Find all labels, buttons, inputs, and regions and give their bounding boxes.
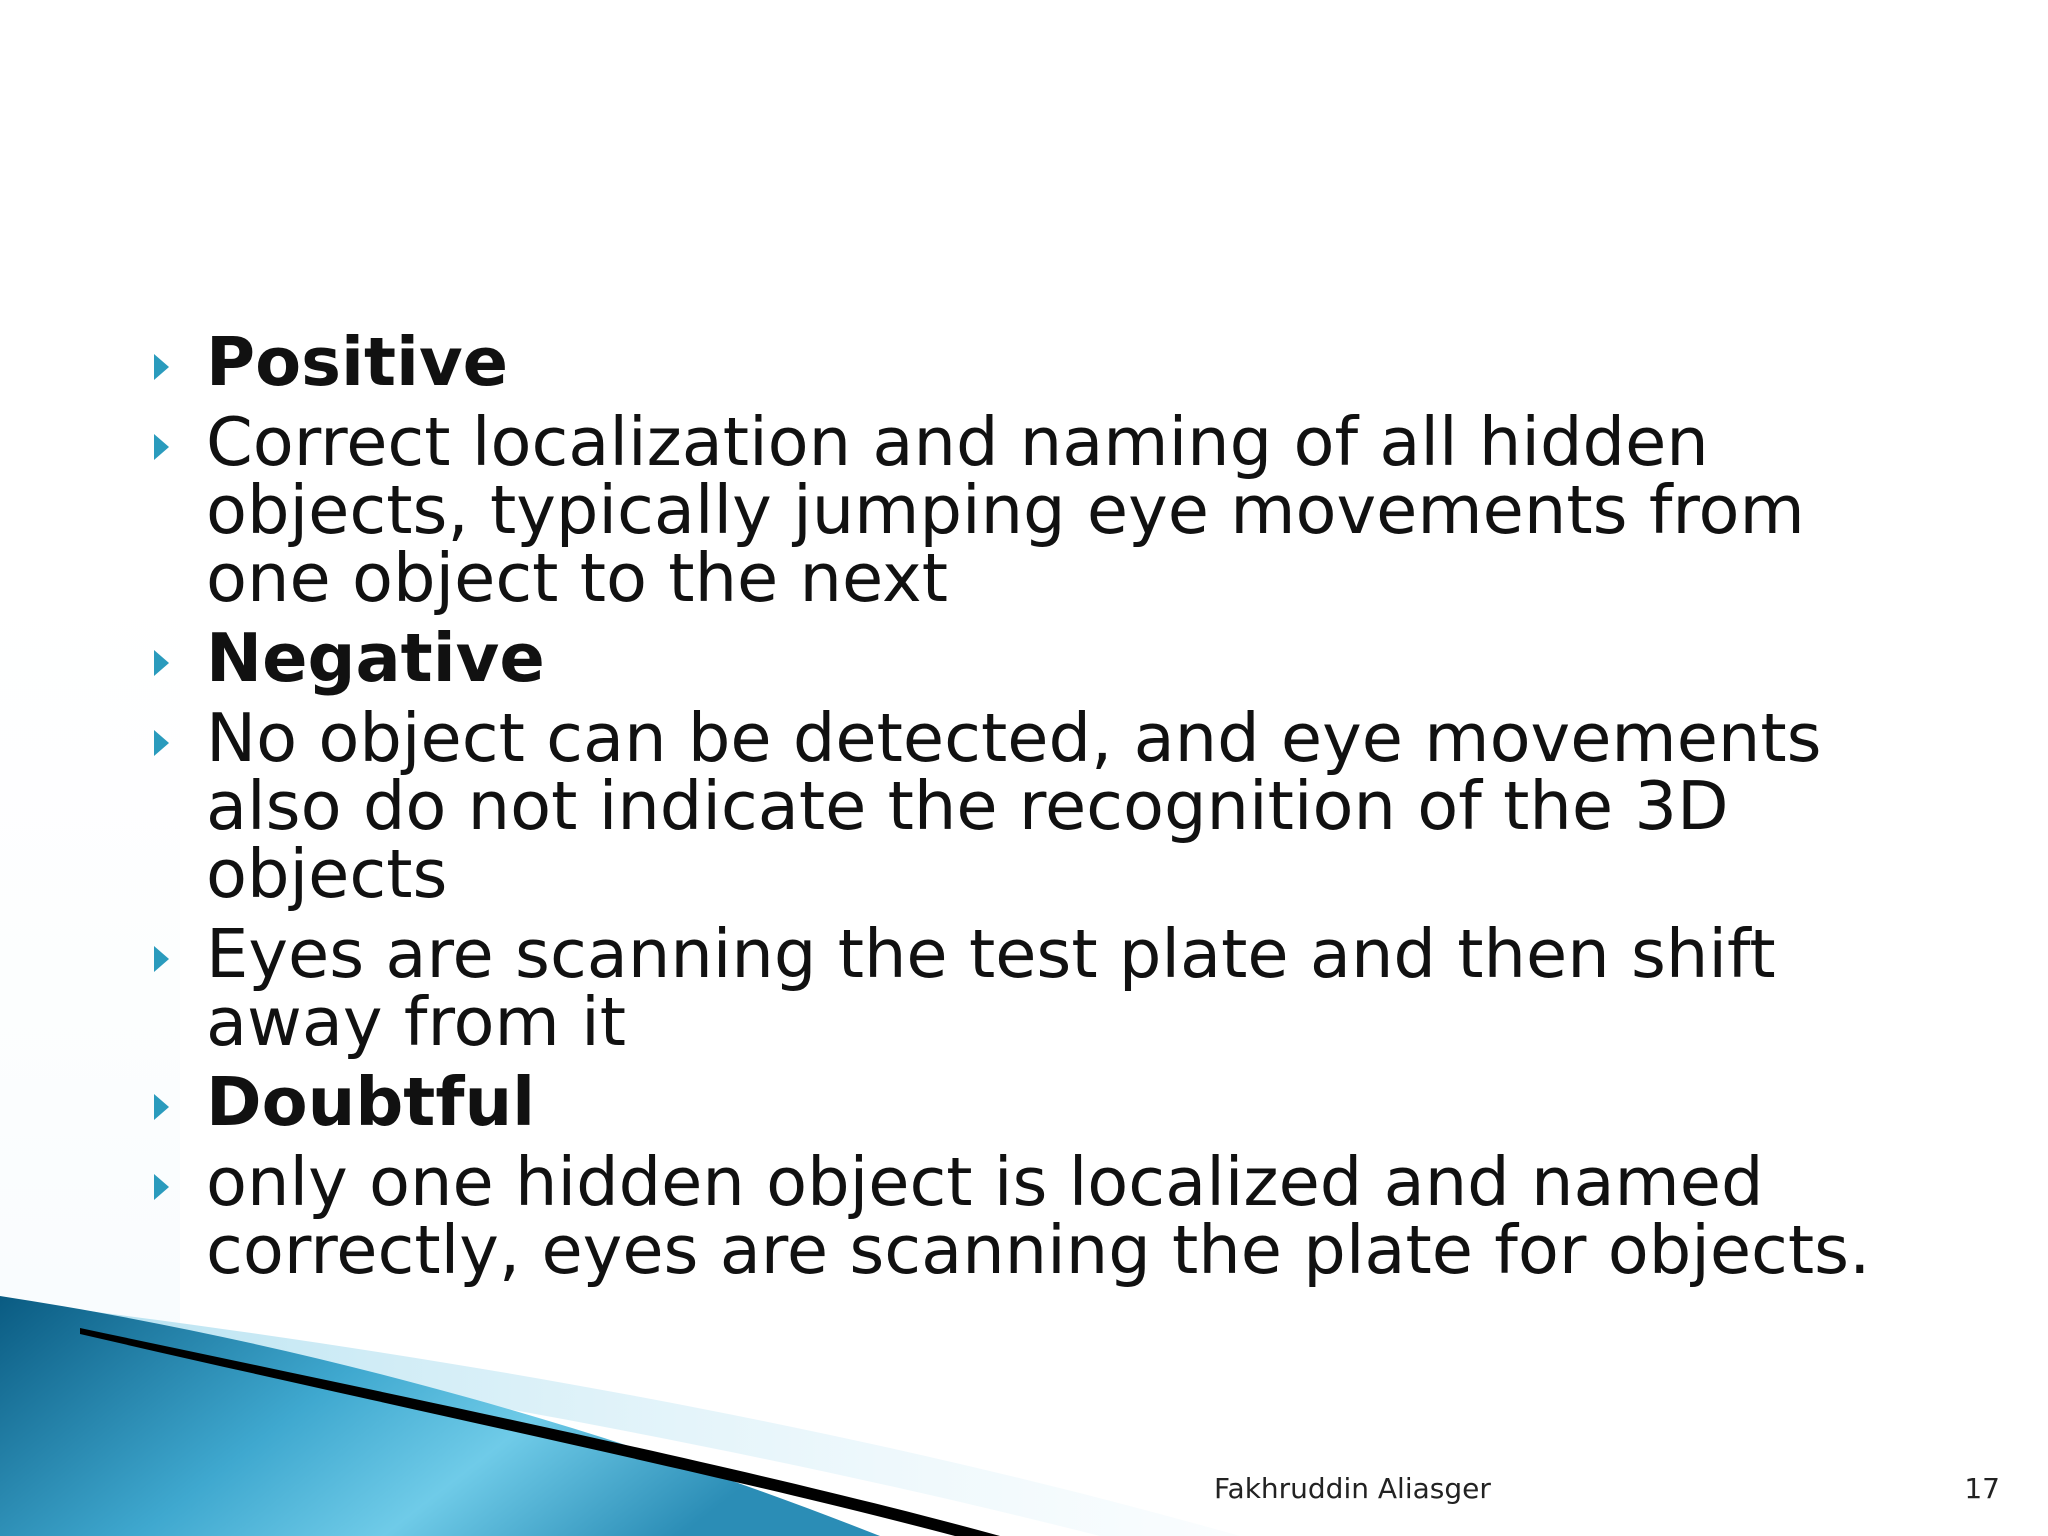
footer-author: Fakhruddin Aliasger — [1214, 1472, 1491, 1505]
bullet-negative-description — [150, 699, 1950, 913]
bullet-heading-positive — [150, 323, 1950, 401]
bullet-text: Positive — [206, 323, 509, 401]
bullet-text: Doubtful — [206, 1063, 536, 1141]
bullet-negative-eyes — [150, 915, 1950, 1061]
bullet-text: only one hidden object is localized and named correctly, eyes are scanning the plate for objects. — [206, 1143, 1871, 1289]
triangle-right-icon — [154, 354, 169, 380]
bullet-heading-negative — [150, 619, 1950, 697]
bullet-positive-description — [150, 403, 1950, 617]
triangle-right-icon — [154, 946, 169, 972]
triangle-right-icon — [154, 650, 169, 676]
bullet-text: Eyes are scanning the test plate and then shift away from it — [206, 915, 1776, 1061]
triangle-right-icon — [154, 1174, 169, 1200]
bullet-doubtful-description — [150, 1143, 1950, 1289]
bullet-text: Negative — [206, 619, 545, 697]
footer-page-number: 17 — [1964, 1472, 2000, 1505]
swoosh-blue — [0, 1296, 880, 1536]
bullet-list — [150, 323, 1950, 1296]
triangle-right-icon — [154, 1094, 169, 1120]
bullet-heading-doubtful — [150, 1063, 1950, 1141]
bullet-text: No object can be detected, and eye movements also do not indicate the recognition of the 3D objects — [206, 699, 1822, 913]
triangle-right-icon — [154, 730, 169, 756]
bullet-text: Correct localization and naming of all hidden objects, typically jumping eye movements from one object to the next — [206, 403, 1805, 617]
triangle-right-icon — [154, 434, 169, 460]
